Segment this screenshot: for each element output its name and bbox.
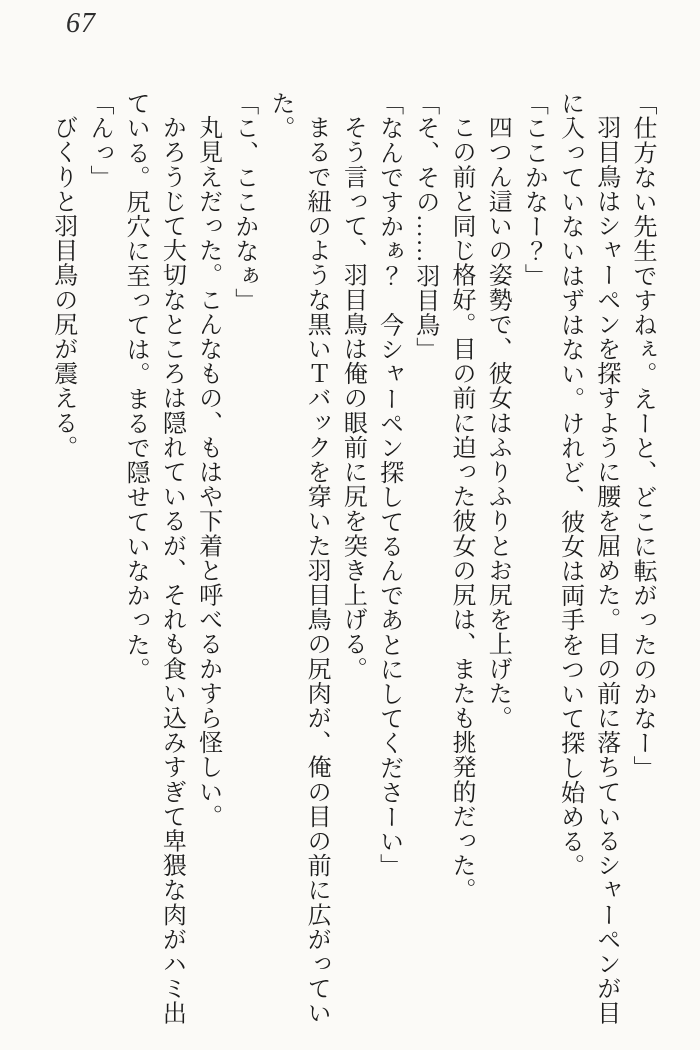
paragraph-narration-6: 丸見えだった。こんなもの、もはや下着と呼べるかすら怪しい。 (194, 115, 221, 829)
paragraph-dialogue-3: 「そ、その……羽目鳥」 (411, 91, 438, 362)
paragraph-dialogue-2: 「ここかなー？」 (520, 91, 547, 288)
paragraph-narration-8: びくりと羽目鳥の尻が震える。 (49, 115, 76, 460)
paragraph-dialogue-5: 「こ、ここかなぁ」 (230, 91, 257, 313)
paragraph-dialogue-4: 「なんですかぁ？ 今シャーペン探してるんであとにしてくださーい」 (375, 91, 402, 879)
paragraph-narration-4: そう言って、羽目鳥は俺の眼前に尻を突き上げる。 (339, 115, 366, 681)
paragraph-narration-2: 四つん這いの姿勢で、彼女はふりふりとお尻を上げた。 (484, 115, 511, 730)
paragraph-dialogue-6: 「んっ」 (85, 91, 112, 190)
paragraph-narration-7: かろうじて大切なところは隠れているが、それも食い込みすぎて卑猥な肉がハミ出ている。尻穴に至っては。まるで隠せていなかった。 (122, 91, 185, 1026)
page-number: 67 (66, 8, 96, 39)
paragraph-narration-3: この前と同じ格好。目の前に迫った彼女の尻は、またも挑発的だった。 (447, 115, 474, 903)
novel-text-block (45, 91, 660, 1027)
paragraph-narration-1: 羽目鳥はシャーペンを探すように腰を屈めた。目の前に落ちているシャーペンが目に入っていないはずはない。けれど、彼女は両手をついて探し始める。 (556, 91, 619, 1026)
paragraph-dialogue-1: 「仕方ない先生ですねぇ。えーと、どこに転がったのかなー」 (629, 91, 655, 780)
paragraph-narration-5: まるで紐のような黒いＴバックを穿いた羽目鳥の尻肉が、俺の目の前に広がっていた。 (266, 91, 330, 1026)
